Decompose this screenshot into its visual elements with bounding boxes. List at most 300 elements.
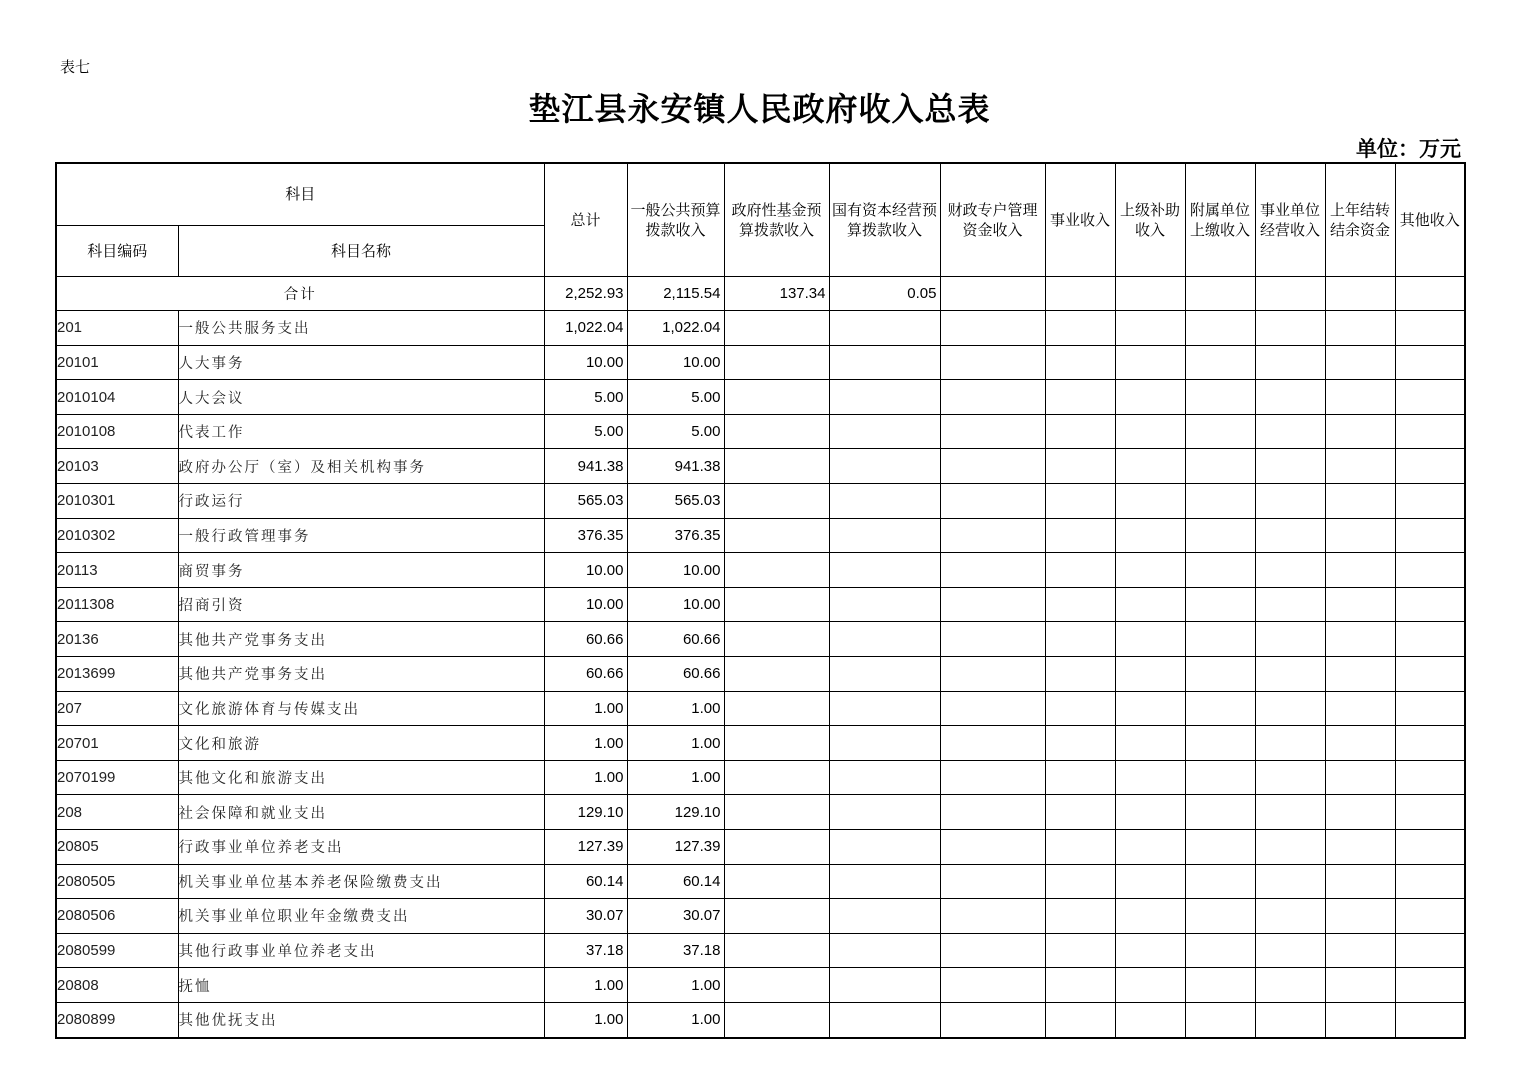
amount-cell: 5.00	[544, 414, 627, 449]
total-label: 合计	[56, 276, 544, 311]
amount-cell	[940, 380, 1045, 415]
amount-cell	[1115, 795, 1185, 830]
subject-code: 2080505	[56, 864, 178, 899]
amount-cell	[940, 345, 1045, 380]
amount-cell	[1395, 345, 1465, 380]
subject-code: 20113	[56, 553, 178, 588]
amount-cell	[724, 830, 829, 865]
subject-code: 2070199	[56, 760, 178, 795]
amount-cell	[940, 760, 1045, 795]
subject-code: 2013699	[56, 657, 178, 692]
amount-cell	[829, 760, 940, 795]
amount-cell	[1115, 380, 1185, 415]
amount-cell	[1115, 933, 1185, 968]
header-col-operating-income: 事业单位经营收入	[1255, 163, 1325, 276]
header-col-state-capital: 国有资本经营预算拨款收入	[829, 163, 940, 276]
amount-cell	[724, 311, 829, 346]
amount-cell	[829, 1002, 940, 1037]
header-col-special-account: 财政专户管理资金收入	[940, 163, 1045, 276]
amount-cell	[940, 553, 1045, 588]
unit-label: 单位：万元	[1356, 136, 1461, 161]
amount-cell	[1185, 414, 1255, 449]
amount-cell	[1115, 414, 1185, 449]
subject-code: 2080506	[56, 899, 178, 934]
amount-cell	[724, 968, 829, 1003]
amount-cell	[724, 518, 829, 553]
amount-cell: 30.07	[544, 899, 627, 934]
table-row	[56, 449, 1465, 484]
amount-cell	[1325, 933, 1395, 968]
amount-cell	[724, 1002, 829, 1037]
amount-cell	[1325, 311, 1395, 346]
amount-cell	[829, 587, 940, 622]
table-header	[56, 163, 1465, 276]
subject-code: 20805	[56, 830, 178, 865]
header-col-other-income: 其他收入	[1395, 163, 1465, 276]
amount-cell	[1395, 553, 1465, 588]
amount-cell: 1,022.04	[627, 311, 724, 346]
amount-cell	[1325, 1002, 1395, 1037]
subject-name: 人大会议	[178, 380, 544, 415]
subject-name: 政府办公厅（室）及相关机构事务	[178, 449, 544, 484]
amount-cell	[1325, 380, 1395, 415]
amount-cell: 10.00	[627, 553, 724, 588]
amount-cell	[829, 518, 940, 553]
amount-cell	[1045, 587, 1115, 622]
amount-cell	[1395, 760, 1465, 795]
total-value: 0.05	[829, 276, 940, 311]
amount-cell	[829, 968, 940, 1003]
amount-cell: 60.14	[627, 864, 724, 899]
amount-cell	[829, 795, 940, 830]
total-value	[1185, 276, 1255, 311]
amount-cell	[1325, 345, 1395, 380]
amount-cell	[1255, 1002, 1325, 1037]
amount-cell	[1255, 311, 1325, 346]
amount-cell	[829, 864, 940, 899]
subject-code: 208	[56, 795, 178, 830]
amount-cell	[1045, 345, 1115, 380]
amount-cell	[1115, 449, 1185, 484]
amount-cell	[940, 449, 1045, 484]
amount-cell	[940, 311, 1045, 346]
amount-cell	[829, 622, 940, 657]
amount-cell	[1325, 726, 1395, 761]
table-row	[56, 899, 1465, 934]
amount-cell	[940, 933, 1045, 968]
amount-cell	[1185, 760, 1255, 795]
amount-cell	[1255, 622, 1325, 657]
amount-cell	[1255, 484, 1325, 519]
amount-cell	[1395, 311, 1465, 346]
subject-name: 机关事业单位基本养老保险缴费支出	[178, 864, 544, 899]
amount-cell	[1325, 587, 1395, 622]
table-row	[56, 968, 1465, 1003]
amount-cell	[1185, 311, 1255, 346]
amount-cell	[1325, 484, 1395, 519]
amount-cell	[1045, 864, 1115, 899]
income-summary-table	[55, 162, 1466, 1039]
amount-cell	[1115, 311, 1185, 346]
amount-cell	[1325, 760, 1395, 795]
amount-cell: 60.66	[627, 622, 724, 657]
amount-cell	[829, 657, 940, 692]
subject-name: 其他文化和旅游支出	[178, 760, 544, 795]
amount-cell	[1115, 726, 1185, 761]
amount-cell	[1115, 484, 1185, 519]
amount-cell	[940, 726, 1045, 761]
amount-cell: 565.03	[627, 484, 724, 519]
amount-cell	[1045, 414, 1115, 449]
table-row	[56, 380, 1465, 415]
amount-cell	[1185, 518, 1255, 553]
amount-cell	[1185, 1002, 1255, 1037]
amount-cell	[829, 691, 940, 726]
amount-cell	[1045, 657, 1115, 692]
total-value	[1255, 276, 1325, 311]
amount-cell	[1115, 864, 1185, 899]
amount-cell: 1.00	[544, 1002, 627, 1037]
amount-cell: 5.00	[544, 380, 627, 415]
amount-cell	[829, 380, 940, 415]
amount-cell	[940, 691, 1045, 726]
table-row	[56, 414, 1465, 449]
amount-cell: 37.18	[544, 933, 627, 968]
amount-cell	[724, 345, 829, 380]
amount-cell	[724, 760, 829, 795]
amount-cell: 1.00	[627, 691, 724, 726]
amount-cell	[724, 726, 829, 761]
subject-name: 商贸事务	[178, 553, 544, 588]
amount-cell	[940, 968, 1045, 1003]
subject-code: 201	[56, 311, 178, 346]
header-col-general-budget: 一般公共预算拨款收入	[627, 163, 724, 276]
amount-cell: 129.10	[544, 795, 627, 830]
amount-cell	[1045, 553, 1115, 588]
amount-cell	[1255, 380, 1325, 415]
header-subject: 科目	[56, 163, 544, 225]
amount-cell: 941.38	[627, 449, 724, 484]
amount-cell	[1045, 795, 1115, 830]
amount-cell	[829, 553, 940, 588]
amount-cell	[1325, 968, 1395, 1003]
amount-cell	[1045, 933, 1115, 968]
subject-name: 其他共产党事务支出	[178, 657, 544, 692]
amount-cell	[1395, 622, 1465, 657]
amount-cell	[1115, 345, 1185, 380]
total-value	[1045, 276, 1115, 311]
amount-cell	[724, 449, 829, 484]
subject-code: 20701	[56, 726, 178, 761]
subject-name: 机关事业单位职业年金缴费支出	[178, 899, 544, 934]
amount-cell	[1325, 795, 1395, 830]
amount-cell	[1185, 968, 1255, 1003]
amount-cell: 941.38	[544, 449, 627, 484]
amount-cell	[1395, 968, 1465, 1003]
amount-cell	[1115, 968, 1185, 1003]
amount-cell	[1255, 657, 1325, 692]
subject-code: 207	[56, 691, 178, 726]
amount-cell	[724, 864, 829, 899]
amount-cell	[1255, 760, 1325, 795]
table-row	[56, 622, 1465, 657]
amount-cell	[1395, 657, 1465, 692]
amount-cell	[1045, 968, 1115, 1003]
amount-cell	[1115, 830, 1185, 865]
amount-cell	[1325, 691, 1395, 726]
amount-cell	[940, 484, 1045, 519]
table-body	[56, 276, 1465, 1038]
subject-code: 20101	[56, 345, 178, 380]
amount-cell	[1395, 1002, 1465, 1037]
subject-code: 2010108	[56, 414, 178, 449]
table-row	[56, 553, 1465, 588]
amount-cell	[1255, 933, 1325, 968]
amount-cell	[1255, 795, 1325, 830]
amount-cell	[1255, 414, 1325, 449]
amount-cell	[1325, 657, 1395, 692]
amount-cell: 1.00	[627, 760, 724, 795]
subject-name: 其他优抚支出	[178, 1002, 544, 1037]
amount-cell	[1045, 380, 1115, 415]
amount-cell	[1325, 553, 1395, 588]
amount-cell	[829, 345, 940, 380]
amount-cell	[1115, 657, 1185, 692]
table-row	[56, 830, 1465, 865]
amount-cell	[1045, 311, 1115, 346]
subject-name: 社会保障和就业支出	[178, 795, 544, 830]
subject-code: 20136	[56, 622, 178, 657]
amount-cell	[1185, 795, 1255, 830]
amount-cell	[1045, 622, 1115, 657]
subject-code: 20808	[56, 968, 178, 1003]
amount-cell	[1395, 830, 1465, 865]
amount-cell	[1395, 795, 1465, 830]
amount-cell	[940, 622, 1045, 657]
amount-cell	[1045, 1002, 1115, 1037]
subject-code: 2010302	[56, 518, 178, 553]
amount-cell: 10.00	[627, 345, 724, 380]
table-row	[56, 518, 1465, 553]
amount-cell: 1.00	[627, 1002, 724, 1037]
amount-cell	[1325, 518, 1395, 553]
table-row	[56, 1002, 1465, 1037]
amount-cell	[1395, 484, 1465, 519]
amount-cell	[1115, 622, 1185, 657]
amount-cell	[1185, 864, 1255, 899]
amount-cell	[1255, 553, 1325, 588]
subject-name: 文化旅游体育与传媒支出	[178, 691, 544, 726]
amount-cell: 10.00	[544, 345, 627, 380]
subject-name: 抚恤	[178, 968, 544, 1003]
subject-name: 其他共产党事务支出	[178, 622, 544, 657]
subject-code: 20103	[56, 449, 178, 484]
amount-cell	[1255, 899, 1325, 934]
amount-cell	[829, 899, 940, 934]
amount-cell	[1185, 657, 1255, 692]
amount-cell	[1255, 449, 1325, 484]
subject-code: 2010301	[56, 484, 178, 519]
amount-cell	[940, 518, 1045, 553]
amount-cell	[940, 795, 1045, 830]
amount-cell	[1325, 830, 1395, 865]
table-row	[56, 587, 1465, 622]
table-row	[56, 311, 1465, 346]
subject-name: 招商引资	[178, 587, 544, 622]
amount-cell	[1255, 726, 1325, 761]
subject-name: 行政事业单位养老支出	[178, 830, 544, 865]
amount-cell	[1395, 587, 1465, 622]
header-col-carryover: 上年结转结余资金	[1325, 163, 1395, 276]
amount-cell	[724, 553, 829, 588]
amount-cell	[1045, 760, 1115, 795]
amount-cell	[1395, 380, 1465, 415]
amount-cell	[940, 899, 1045, 934]
amount-cell	[1115, 899, 1185, 934]
document-title: 垫江县永安镇人民政府收入总表	[528, 90, 991, 128]
amount-cell: 5.00	[627, 414, 724, 449]
amount-cell: 37.18	[627, 933, 724, 968]
amount-cell: 129.10	[627, 795, 724, 830]
subject-code: 2010104	[56, 380, 178, 415]
total-value: 137.34	[724, 276, 829, 311]
amount-cell: 1.00	[544, 726, 627, 761]
amount-cell	[1045, 899, 1115, 934]
amount-cell	[1255, 345, 1325, 380]
amount-cell: 60.66	[627, 657, 724, 692]
amount-cell	[724, 622, 829, 657]
amount-cell	[1325, 622, 1395, 657]
amount-cell: 376.35	[627, 518, 724, 553]
header-col-affiliate-remit: 附属单位上缴收入	[1185, 163, 1255, 276]
amount-cell	[940, 830, 1045, 865]
amount-cell	[724, 691, 829, 726]
amount-cell: 376.35	[544, 518, 627, 553]
amount-cell	[1185, 587, 1255, 622]
amount-cell	[1395, 414, 1465, 449]
subject-code: 2011308	[56, 587, 178, 622]
amount-cell	[940, 587, 1045, 622]
header-col-gov-fund: 政府性基金预算拨款收入	[724, 163, 829, 276]
amount-cell	[724, 795, 829, 830]
table-row	[56, 760, 1465, 795]
amount-cell	[1045, 449, 1115, 484]
table-row	[56, 864, 1465, 899]
amount-cell	[724, 899, 829, 934]
header-subject-code: 科目编码	[56, 225, 178, 276]
amount-cell	[1045, 518, 1115, 553]
table-row	[56, 484, 1465, 519]
total-value	[1115, 276, 1185, 311]
amount-cell	[724, 657, 829, 692]
subject-name: 一般公共服务支出	[178, 311, 544, 346]
amount-cell: 1,022.04	[544, 311, 627, 346]
amount-cell	[1185, 691, 1255, 726]
header-col-total: 总计	[544, 163, 627, 276]
amount-cell: 60.66	[544, 657, 627, 692]
amount-cell	[1255, 968, 1325, 1003]
total-value	[1325, 276, 1395, 311]
amount-cell	[829, 830, 940, 865]
table-row	[56, 657, 1465, 692]
amount-cell	[1325, 864, 1395, 899]
amount-cell: 1.00	[627, 968, 724, 1003]
table-row	[56, 691, 1465, 726]
amount-cell: 1.00	[544, 968, 627, 1003]
amount-cell: 60.14	[544, 864, 627, 899]
amount-cell	[1185, 622, 1255, 657]
amount-cell	[1185, 933, 1255, 968]
amount-cell	[940, 864, 1045, 899]
table-row	[56, 726, 1465, 761]
amount-cell: 10.00	[544, 587, 627, 622]
amount-cell	[1395, 691, 1465, 726]
subject-name: 一般行政管理事务	[178, 518, 544, 553]
amount-cell: 565.03	[544, 484, 627, 519]
amount-cell	[940, 1002, 1045, 1037]
total-value: 2,115.54	[627, 276, 724, 311]
amount-cell: 127.39	[627, 830, 724, 865]
amount-cell: 5.00	[627, 380, 724, 415]
table-row	[56, 345, 1465, 380]
amount-cell	[829, 414, 940, 449]
amount-cell	[1115, 587, 1185, 622]
subject-code: 2080899	[56, 1002, 178, 1037]
total-value	[1395, 276, 1465, 311]
amount-cell	[1045, 484, 1115, 519]
amount-cell: 60.66	[544, 622, 627, 657]
amount-cell	[1255, 864, 1325, 899]
subject-name: 人大事务	[178, 345, 544, 380]
amount-cell	[1185, 726, 1255, 761]
amount-cell	[1395, 518, 1465, 553]
amount-cell	[1255, 518, 1325, 553]
amount-cell	[829, 726, 940, 761]
amount-cell	[829, 484, 940, 519]
header-col-superior-subsidy: 上级补助收入	[1115, 163, 1185, 276]
subject-name: 其他行政事业单位养老支出	[178, 933, 544, 968]
header-subject-name: 科目名称	[178, 225, 544, 276]
amount-cell	[1395, 864, 1465, 899]
table-row	[56, 933, 1465, 968]
amount-cell	[1185, 830, 1255, 865]
amount-cell	[1395, 449, 1465, 484]
amount-cell	[1185, 899, 1255, 934]
amount-cell	[1185, 553, 1255, 588]
amount-cell	[1115, 553, 1185, 588]
table-row	[56, 795, 1465, 830]
total-value	[940, 276, 1045, 311]
amount-cell	[940, 414, 1045, 449]
amount-cell	[724, 380, 829, 415]
amount-cell: 10.00	[627, 587, 724, 622]
amount-cell: 10.00	[544, 553, 627, 588]
amount-cell	[1395, 933, 1465, 968]
subject-name: 代表工作	[178, 414, 544, 449]
amount-cell	[1255, 691, 1325, 726]
amount-cell	[724, 933, 829, 968]
amount-cell	[829, 449, 940, 484]
amount-cell	[1185, 484, 1255, 519]
amount-cell	[1045, 830, 1115, 865]
amount-cell	[724, 484, 829, 519]
amount-cell	[1395, 726, 1465, 761]
amount-cell: 127.39	[544, 830, 627, 865]
total-row	[56, 276, 1465, 311]
amount-cell	[1185, 380, 1255, 415]
amount-cell	[829, 933, 940, 968]
amount-cell	[1045, 691, 1115, 726]
